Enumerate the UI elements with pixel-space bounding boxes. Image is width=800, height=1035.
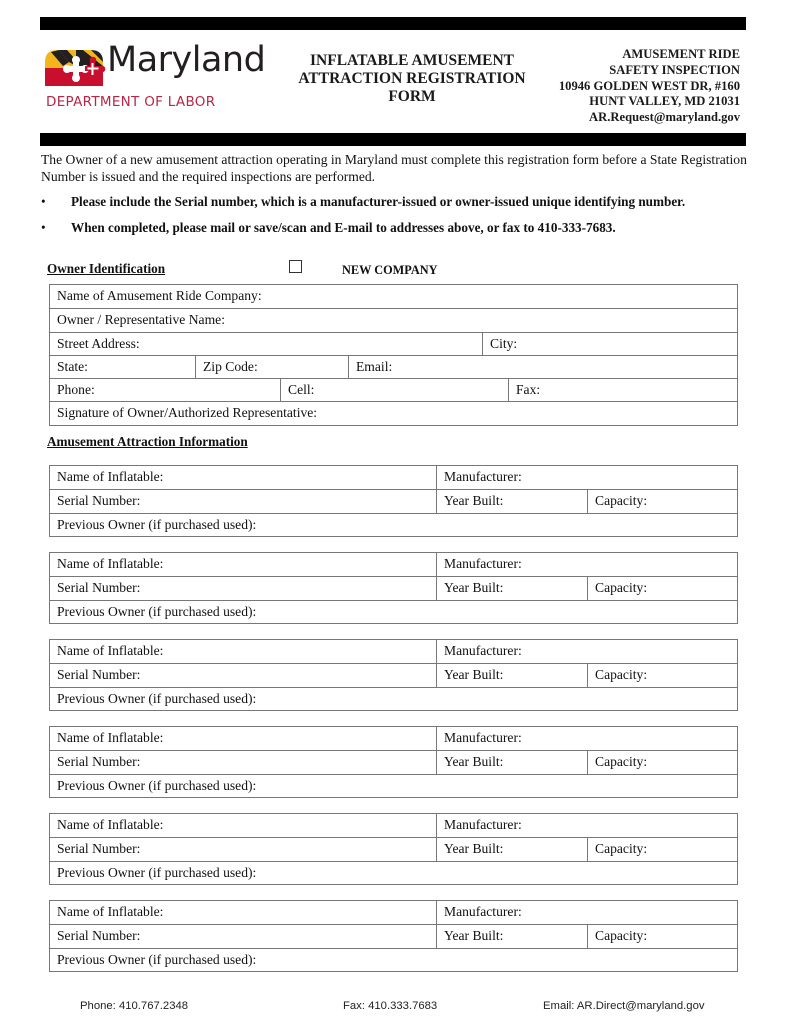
field-label: Cell: [288,382,315,398]
field-label: Serial Number: [57,580,141,596]
new-company-checkbox[interactable] [289,260,302,273]
inflatable-name-field[interactable] [50,553,436,576]
city-field[interactable] [482,333,737,355]
serial-number-field[interactable] [50,925,436,947]
previous-owner-field[interactable] [50,862,737,884]
signature-field[interactable] [50,402,737,424]
field-label: Year Built: [444,841,504,857]
capacity-field[interactable] [587,664,737,686]
field-label: Name of Inflatable: [57,817,164,832]
field-label: Manufacturer: [444,730,522,745]
manufacturer-field[interactable] [436,727,737,750]
field-label: Serial Number: [57,493,141,509]
field-label: Serial Number: [57,754,141,770]
phone-field[interactable] [50,379,280,401]
form-title [283,52,541,106]
field-label: Previous Owner (if purchased used): [57,777,257,793]
field-label: Capacity: [595,754,648,770]
inflatable-table [49,813,738,885]
table-row [50,489,737,512]
table-row [50,285,737,308]
table-row [50,814,737,837]
table-row [50,901,737,924]
logo-wordmark: Maryland [107,40,266,80]
field-label: Name of Inflatable: [57,643,164,658]
table-row [50,378,737,401]
serial-number-field[interactable] [50,664,436,686]
footer-phone: Phone: 410.767.2348 [80,1000,189,1012]
manufacturer-field[interactable] [436,553,737,576]
year-built-field[interactable] [436,751,587,773]
field-label: Capacity: [595,841,648,857]
footer-email-link[interactable]: Email: AR.Direct@maryland.gov [543,1000,705,1012]
table-row [50,924,737,947]
field-label: Serial Number: [57,928,141,944]
agency-city-state: HUNT VALLEY, MD 21031 [589,94,740,109]
year-built-field[interactable] [436,577,587,599]
representative-name-field[interactable] [50,309,737,331]
form-title-line: FORM [388,88,436,105]
inflatable-table [49,552,738,624]
field-label: Year Built: [444,928,504,944]
capacity-field[interactable] [587,577,737,599]
field-label: Fax: [516,382,541,398]
field-label: Signature of Owner/Authorized Representative: [57,405,318,421]
manufacturer-field[interactable] [436,901,737,924]
cell-field[interactable] [280,379,508,401]
field-label: Previous Owner (if purchased used): [57,864,257,880]
field-label: Manufacturer: [444,817,522,832]
state-field[interactable] [50,356,195,378]
table-row [50,750,737,773]
previous-owner-field[interactable] [50,949,737,971]
attraction-information-heading: Amusement Attraction Information [47,434,248,449]
table-row [50,466,737,489]
year-built-field[interactable] [436,925,587,947]
field-label: Manufacturer: [444,556,522,571]
capacity-field[interactable] [587,751,737,773]
table-row [50,355,737,378]
previous-owner-field[interactable] [50,688,737,710]
serial-number-field[interactable] [50,838,436,860]
fax-field[interactable] [508,379,737,401]
table-row [50,600,737,623]
maryland-labor-logo [45,40,275,112]
field-label: Manufacturer: [444,643,522,658]
serial-number-field[interactable] [50,577,436,599]
street-address-field[interactable] [50,333,482,355]
agency-email-link[interactable]: AR.Request@maryland.gov [589,110,740,125]
year-built-field[interactable] [436,838,587,860]
table-row [50,774,737,797]
header-top-rule [40,17,746,30]
field-label: State: [57,358,88,374]
inflatable-table [49,639,738,711]
table-row [50,687,737,710]
bullet-icon: • [41,194,46,209]
email-field[interactable] [348,356,737,378]
field-label: Name of Inflatable: [57,904,164,919]
previous-owner-field[interactable] [50,775,737,797]
logo-department: DEPARTMENT OF LABOR [46,94,216,110]
footer-fax: Fax: 410.333.7683 [343,1000,438,1012]
field-label: Year Built: [444,493,504,509]
inflatable-name-field[interactable] [50,727,436,750]
field-label: Year Built: [444,667,504,683]
year-built-field[interactable] [436,664,587,686]
table-row [50,332,737,355]
agency-name: AMUSEMENT RIDE [622,47,740,61]
inflatable-name-field[interactable] [50,466,436,489]
table-row [50,948,737,971]
field-label: Serial Number: [57,841,141,857]
table-row [50,308,737,331]
inflatable-table [49,900,738,972]
table-row [50,837,737,860]
header-bottom-rule [40,133,746,146]
agency-address-block [559,47,740,126]
new-company-label: NEW COMPANY [342,263,438,277]
manufacturer-field[interactable] [436,814,737,837]
field-label: Year Built: [444,754,504,770]
capacity-field[interactable] [587,925,737,947]
field-label: Previous Owner (if purchased used): [57,951,257,967]
table-row [50,553,737,576]
bullet-text: Please include the Serial number, which is a manufacturer-issued or owner-issued unique identifying number. [71,194,686,209]
agency-division: SAFETY INSPECTION [609,62,740,77]
inflatable-table [49,726,738,798]
form-title-line: INFLATABLE AMUSEMENT [310,52,514,69]
field-label: Name of Amusement Ride Company: [57,288,262,303]
inflatable-name-field[interactable] [50,640,436,663]
inflatable-name-field[interactable] [50,814,436,837]
field-label: Capacity: [595,667,648,683]
field-label: Name of Inflatable: [57,730,164,745]
serial-number-field[interactable] [50,751,436,773]
field-label: Email: [356,358,393,374]
field-label: Previous Owner (if purchased used): [57,690,257,706]
previous-owner-field[interactable] [50,514,737,536]
maryland-flag-icon [45,48,107,86]
serial-number-field[interactable] [50,490,436,512]
capacity-field[interactable] [587,838,737,860]
bullet-text: When completed, please mail or save/scan and E-mail to addresses above, or fax to 410-333-7683. [71,220,616,235]
inflatable-table [49,465,738,537]
field-label: Name of Inflatable: [57,556,164,571]
manufacturer-field[interactable] [436,640,737,663]
field-label: Name of Inflatable: [57,469,164,484]
table-row [50,576,737,599]
zip-code-field[interactable] [195,356,348,378]
table-row [50,727,737,750]
table-row [50,640,737,663]
company-name-field[interactable] [50,285,737,308]
table-row [50,513,737,536]
field-label: Manufacturer: [444,904,522,919]
agency-street: 10946 GOLDEN WEST DR, #160 [558,78,740,93]
manufacturer-field[interactable] [436,466,737,489]
table-row [50,401,737,424]
field-label: Capacity: [595,928,648,944]
year-built-field[interactable] [436,490,587,512]
field-label: Capacity: [595,493,648,509]
field-label: Zip Code: [203,358,258,374]
field-label: Previous Owner (if purchased used): [57,603,257,619]
field-label: Year Built: [444,580,504,596]
field-label: Serial Number: [57,667,141,683]
owner-identification-table [49,284,738,426]
table-row [50,663,737,686]
capacity-field[interactable] [587,490,737,512]
owner-identification-heading: Owner Identification [47,261,166,276]
field-label: Previous Owner (if purchased used): [57,516,257,532]
field-label: Street Address: [57,335,140,351]
field-label: City: [490,335,518,351]
intro-paragraph: The Owner of a new amusement attraction operating in Maryland must complete this registration form before a State Registration Number is issued and the required inspections are performed. [41,152,747,184]
inflatable-name-field[interactable] [50,901,436,924]
table-row [50,861,737,884]
field-label: Phone: [57,382,95,398]
field-label: Owner / Representative Name: [57,312,225,328]
previous-owner-field[interactable] [50,601,737,623]
field-label: Manufacturer: [444,469,522,484]
bullet-icon: • [41,220,46,235]
form-title-line: ATTRACTION REGISTRATION [298,70,526,87]
field-label: Capacity: [595,580,648,596]
